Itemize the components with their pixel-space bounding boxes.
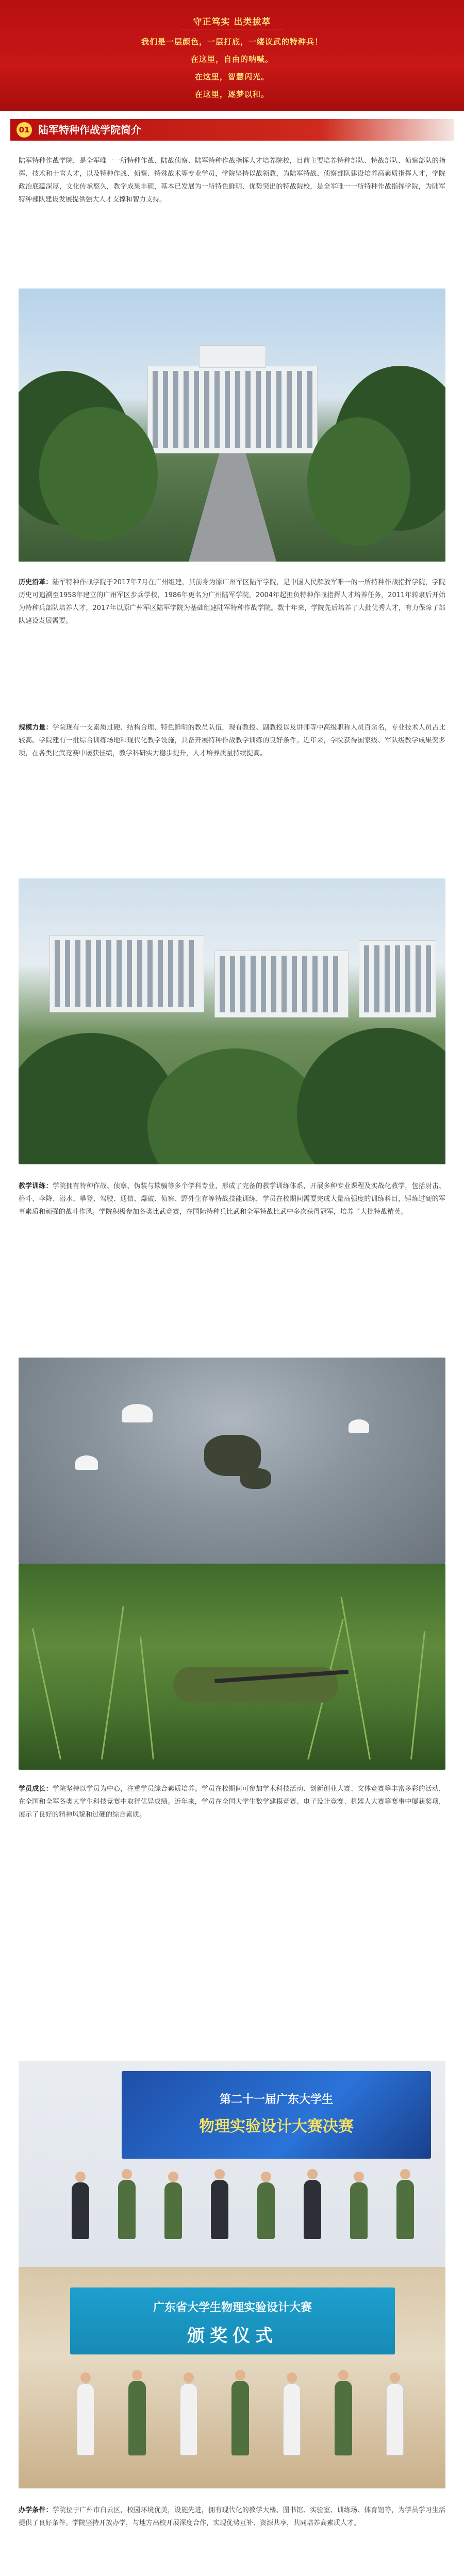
study-paragraph <box>19 1783 445 1821</box>
hero-line-1: 守正笃实 出类拔萃 <box>193 17 271 27</box>
competition-title: 物理实验设计大赛决赛 <box>199 2117 354 2136</box>
hero-line-2: 我们是一层颜色，一层打底，一缕议武的特种兵！ <box>141 37 323 46</box>
tree <box>147 1048 323 1164</box>
intro-paragraph <box>19 155 445 206</box>
history-paragraph <box>19 576 445 628</box>
ceremony-banner <box>70 2287 395 2354</box>
hero-line-3: 在这里，自由的呐喊。 <box>190 55 273 64</box>
campus-main-building-photo <box>19 289 445 562</box>
scale-text: 学院现有一支素质过硬、结构合理、特色鲜明的教员队伍，现有教授、副教授以及讲师等中高级职称人员百余名，专业技术人员占比较高。学院建有一批综合训练场地和现代化教学设施，具备开展特种作战教学训练的良好条件。近年来，学院获得国家级、军队级教学成果奖多项，在各类比武竞赛中屡获佳绩，教学科研实力稳步提升，人才培养质量持续提高。 <box>19 724 445 757</box>
parachute <box>75 1455 98 1470</box>
building-tower <box>199 345 266 368</box>
education-text: 学院拥有特种作战、侦察、伪装与欺骗等多个学科专业，形成了完备的教学训练体系，开展多种专业课程及实战化教学，包括射击、格斗、伞降、潜水、攀登、驾驶、通信、爆破、侦察、野外生存等特战技能训练，学员在校期间需要完成大量高强度的训练科目，锤炼过硬的军事素质和顽强的战斗作风。学院积极参加各类比武竞赛，在国际特种兵比武和全军特战比武中多次获得冠军，培养了大批特战精英。 <box>19 1182 445 1216</box>
hero-header <box>0 0 464 111</box>
campus-text: 学院位于广州市白云区，校园环境优美，设施先进，拥有现代化的教学大楼、图书馆、实验室、训练场、体育馆等，为学员学习生活提供了良好条件。学院坚持开放办学，与地方高校开展深度合作，实现优势互补、资源共享，共同培养高素质人才。 <box>19 2506 445 2527</box>
scale-paragraph <box>19 721 445 760</box>
intro-text: 陆军特种作战学院，是全军唯一一所特种作战、陆战侦察、陆军特种作战指挥人才培养院校，目前主要培养特种部队、特战部队、侦察部队的指挥、技术和士官人才，以及特种作战、侦察、特殊战术等专业学员，学院坚持以战领教，为陆军特战、侦察部队建设培养高素质指挥人才，学院政治底蕴深厚，文化传承悠久，教学成果丰硕，基本已发展为一所特色鲜明、优势突出的特战院校，是全军唯一一所特种作战指挥学院，为陆军特种部队建设发展提供强大人才支撑和智力支持。 <box>19 157 445 204</box>
dormitory-building <box>359 940 436 1018</box>
hero-line-5: 在这里，逐梦以和。 <box>194 90 269 99</box>
teaching-building <box>49 935 204 1012</box>
history-label: 历史沿革： <box>19 579 53 586</box>
tree <box>307 417 410 546</box>
study-text: 学院坚持以学员为中心，注重学员综合素质培养。学员在校期间可参加学术科技活动、创新创业大赛、文体竞赛等丰富多彩的活动，在全国和全军各类大学生科技竞赛中取得优异成绩。近年来，学员在全国大学生数学建模竞赛、电子设计竞赛、机器人大赛等赛事中屡获奖项，展示了良好的精神风貌和过硬的综合素质。 <box>19 1785 445 1819</box>
campus-aerial-photo <box>19 878 445 1164</box>
competition-group-photo <box>19 2061 445 2267</box>
camouflage-sniper-photo <box>19 1564 445 1770</box>
campus-paragraph <box>19 2504 445 2530</box>
campus-label: 办学条件： <box>19 2506 53 2514</box>
award-ceremony-photo <box>19 2267 445 2488</box>
history-text: 陆军特种作战学院于2017年7月在广州组建，其前身为原广州军区陆军学院，是中国人民解放军唯一的一所特种作战指挥学院，学院历史可追溯至1958年建立的广州军区步兵学校，1986年更名为广州陆军学院，2004年起担负特种作战指挥人才培养任务，2011年转隶后开始为特种兵部队培养人才，2017年以原广州军区陆军学院为基础组建陆军特种作战学院。数十年来，学院先后培养了大批优秀人才，有力保障了部队建设发展需要。 <box>19 579 445 625</box>
tree <box>297 1028 445 1164</box>
competition-banner: 第二十一届广东大学生 <box>219 2093 333 2106</box>
ceremony-subtitle: 广东省大学生物理实验设计大赛 <box>153 2301 312 2314</box>
scale-label: 规模力量： <box>19 724 53 732</box>
section-number: 01 <box>16 122 32 138</box>
ceremony-title: 颁奖仪式 <box>187 2326 278 2346</box>
parachute <box>122 1404 153 1422</box>
education-paragraph <box>19 1180 445 1218</box>
parachute-training-photo <box>19 1358 445 1564</box>
tree <box>39 407 158 541</box>
parachute <box>349 1419 369 1433</box>
section-heading <box>10 119 454 141</box>
hero-line-4: 在这里，智慧闪光。 <box>194 72 269 81</box>
section-title: 陆军特种作战学院简介 <box>38 124 141 136</box>
competition-screen <box>122 2071 431 2159</box>
study-label: 学员成长： <box>19 1785 53 1793</box>
skydiver <box>240 1468 271 1489</box>
main-building <box>147 366 318 453</box>
education-label: 教学训练： <box>19 1182 53 1190</box>
teaching-building <box>214 951 349 1018</box>
campus-road <box>189 453 276 562</box>
